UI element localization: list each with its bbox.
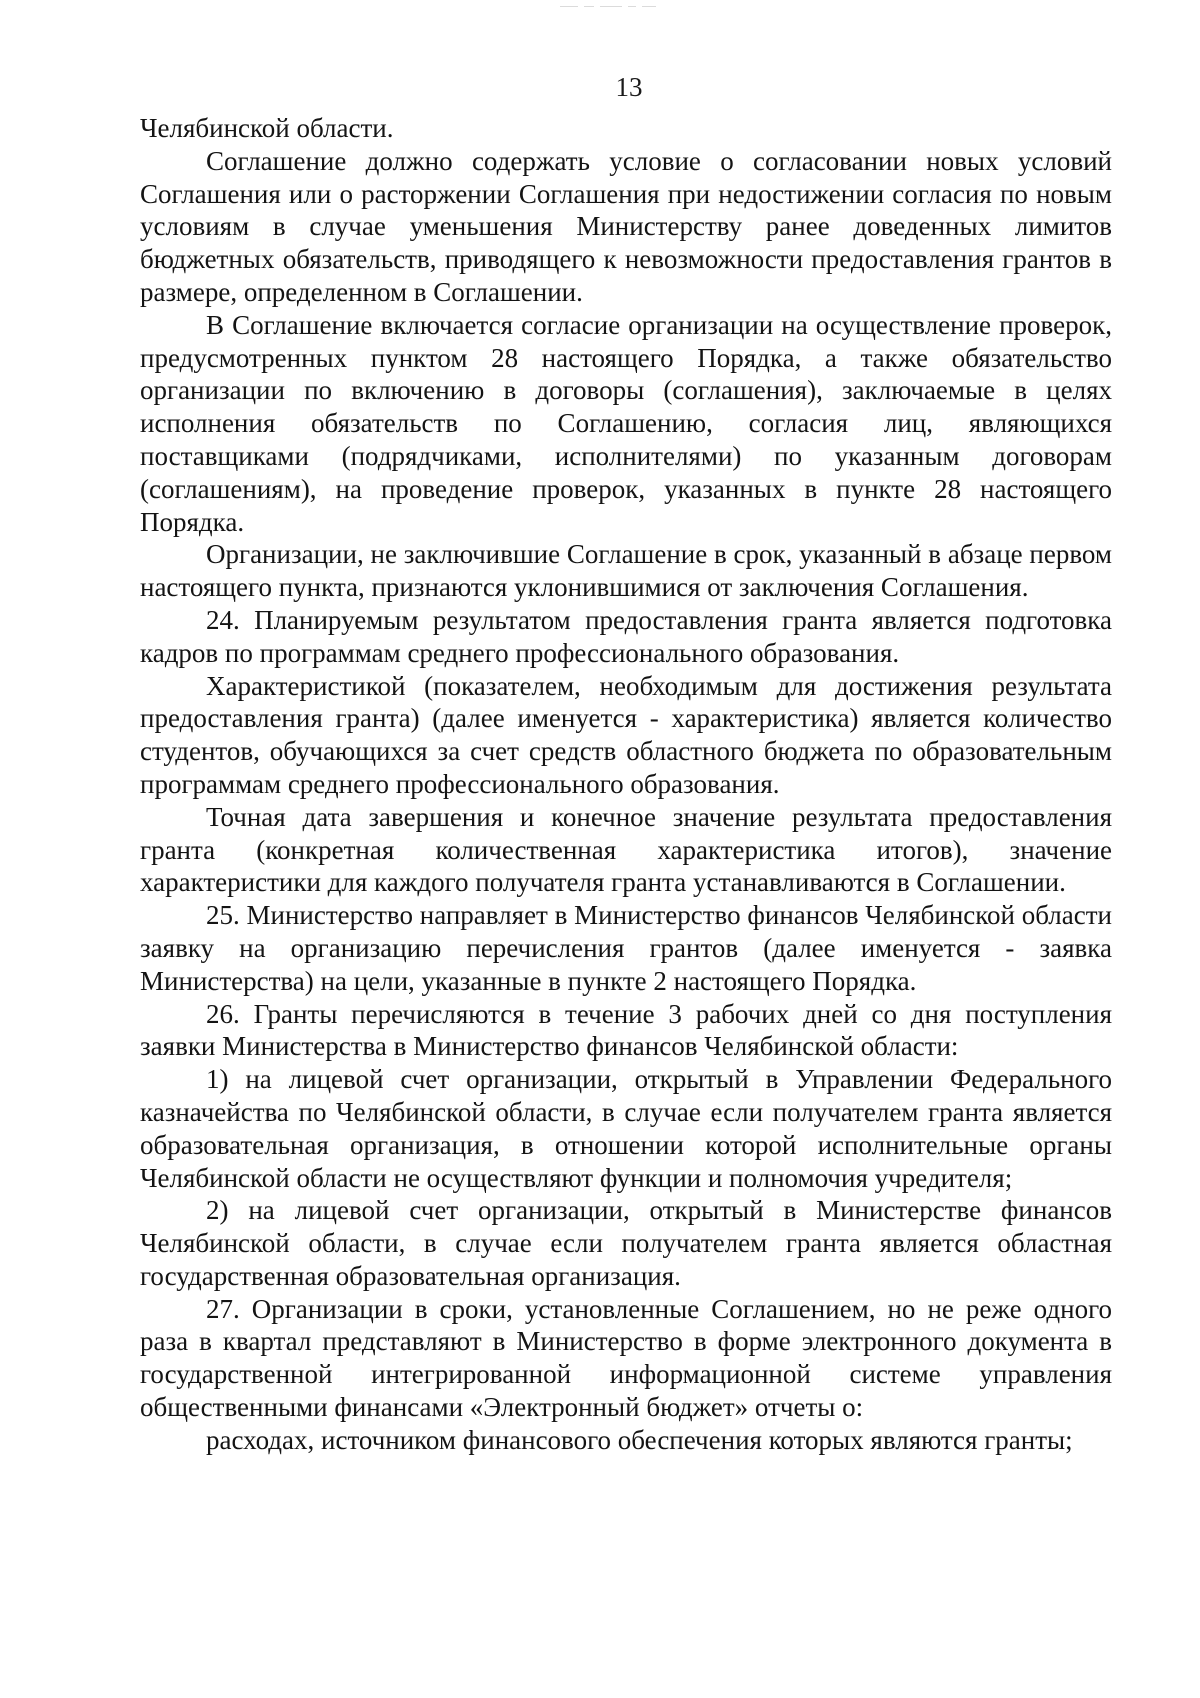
document-body [140, 112, 1112, 1457]
paragraph-subitem-2: 2) на лицевой счет организации, открытый в Министерстве финансов Челябинской области, в случае если получателем гранта является областная государственная образовательная организация. [140, 1195, 1112, 1291]
paragraph-subitem-1: 1) на лицевой счет организации, открытый в Управлении Федерального казначейства по Челябинской области, в случае если получателем гранта является образовательная организация, в отношении которой исполнительные органы Челябинской области не осуществляют функции и полномочия учредителя; [140, 1064, 1112, 1193]
paragraph-item-24: 24. Планируемым результатом предоставления гранта является подготовка кадров по программам среднего профессионального образования. [140, 604, 1112, 668]
paragraph: Организации, не заключившие Соглашение в срок, указанный в абзаце первом настоящего пункта, признаются уклонившимися от заключения Соглашения. [140, 539, 1112, 603]
paragraph: расходах, источником финансового обеспечения которых являются гранты; [206, 1424, 1073, 1455]
paragraph: Челябинской области. [140, 113, 394, 143]
paragraph: Характеристикой (показателем, необходимым для достижения результата предоставления гранта) (далее именуется - характеристика) является количество студентов, обучающихся за счет средств областного бюджета по образовательным программам среднего профессионального образования. [140, 670, 1112, 799]
page-number: 13 [615, 72, 643, 102]
paragraph: В Соглашение включается согласие организации на осуществление проверок, предусмотренных пунктом 28 настоящего Порядка, а также обязательство организации по включению в договоры (соглашения), заключаемые в целях исполнения обязательств по Соглашению, согласия лиц, являющихся поставщиками (подрядчиками, исполнителями) по указанным договорам (соглашениям), на проведение проверок, указанных в пункте 28 настоящего Порядка. [140, 309, 1112, 537]
paragraph: Точная дата завершения и конечное значение результата предоставления гранта (конкретная количественная характеристика итогов), значение характеристики для каждого получателя гранта устанавливаются в Соглашении. [140, 801, 1112, 898]
paragraph-item-25: 25. Министерство направляет в Министерство финансов Челябинской области заявку на организацию перечисления грантов (далее именуется - заявка Министерства) на цели, указанные в пункте 2 настоящего Порядка. [140, 900, 1112, 996]
paragraph-item-27: 27. Организации в сроки, установленные Соглашением, но не реже одного раза в квартал представляют в Министерство в форме электронного документа в государственной интегрированной информационной системе управления общественными финансами «Электронный бюджет» отчеты о: [140, 1293, 1112, 1423]
scan-artifact [560, 6, 700, 12]
paragraph-item-26: 26. Гранты перечисляются в течение 3 рабочих дней со дня поступления заявки Министерства в Министерство финансов Челябинской области: [140, 998, 1112, 1062]
paragraph: Соглашение должно содержать условие о согласовании новых условий Соглашения или о расторжении Соглашения при недостижении согласия по новым условиям в случае уменьшения Министерству ранее доведенных лимитов бюджетных обязательств, приводящего к невозможности предоставления грантов в размере, определенном в Соглашении. [140, 145, 1112, 307]
